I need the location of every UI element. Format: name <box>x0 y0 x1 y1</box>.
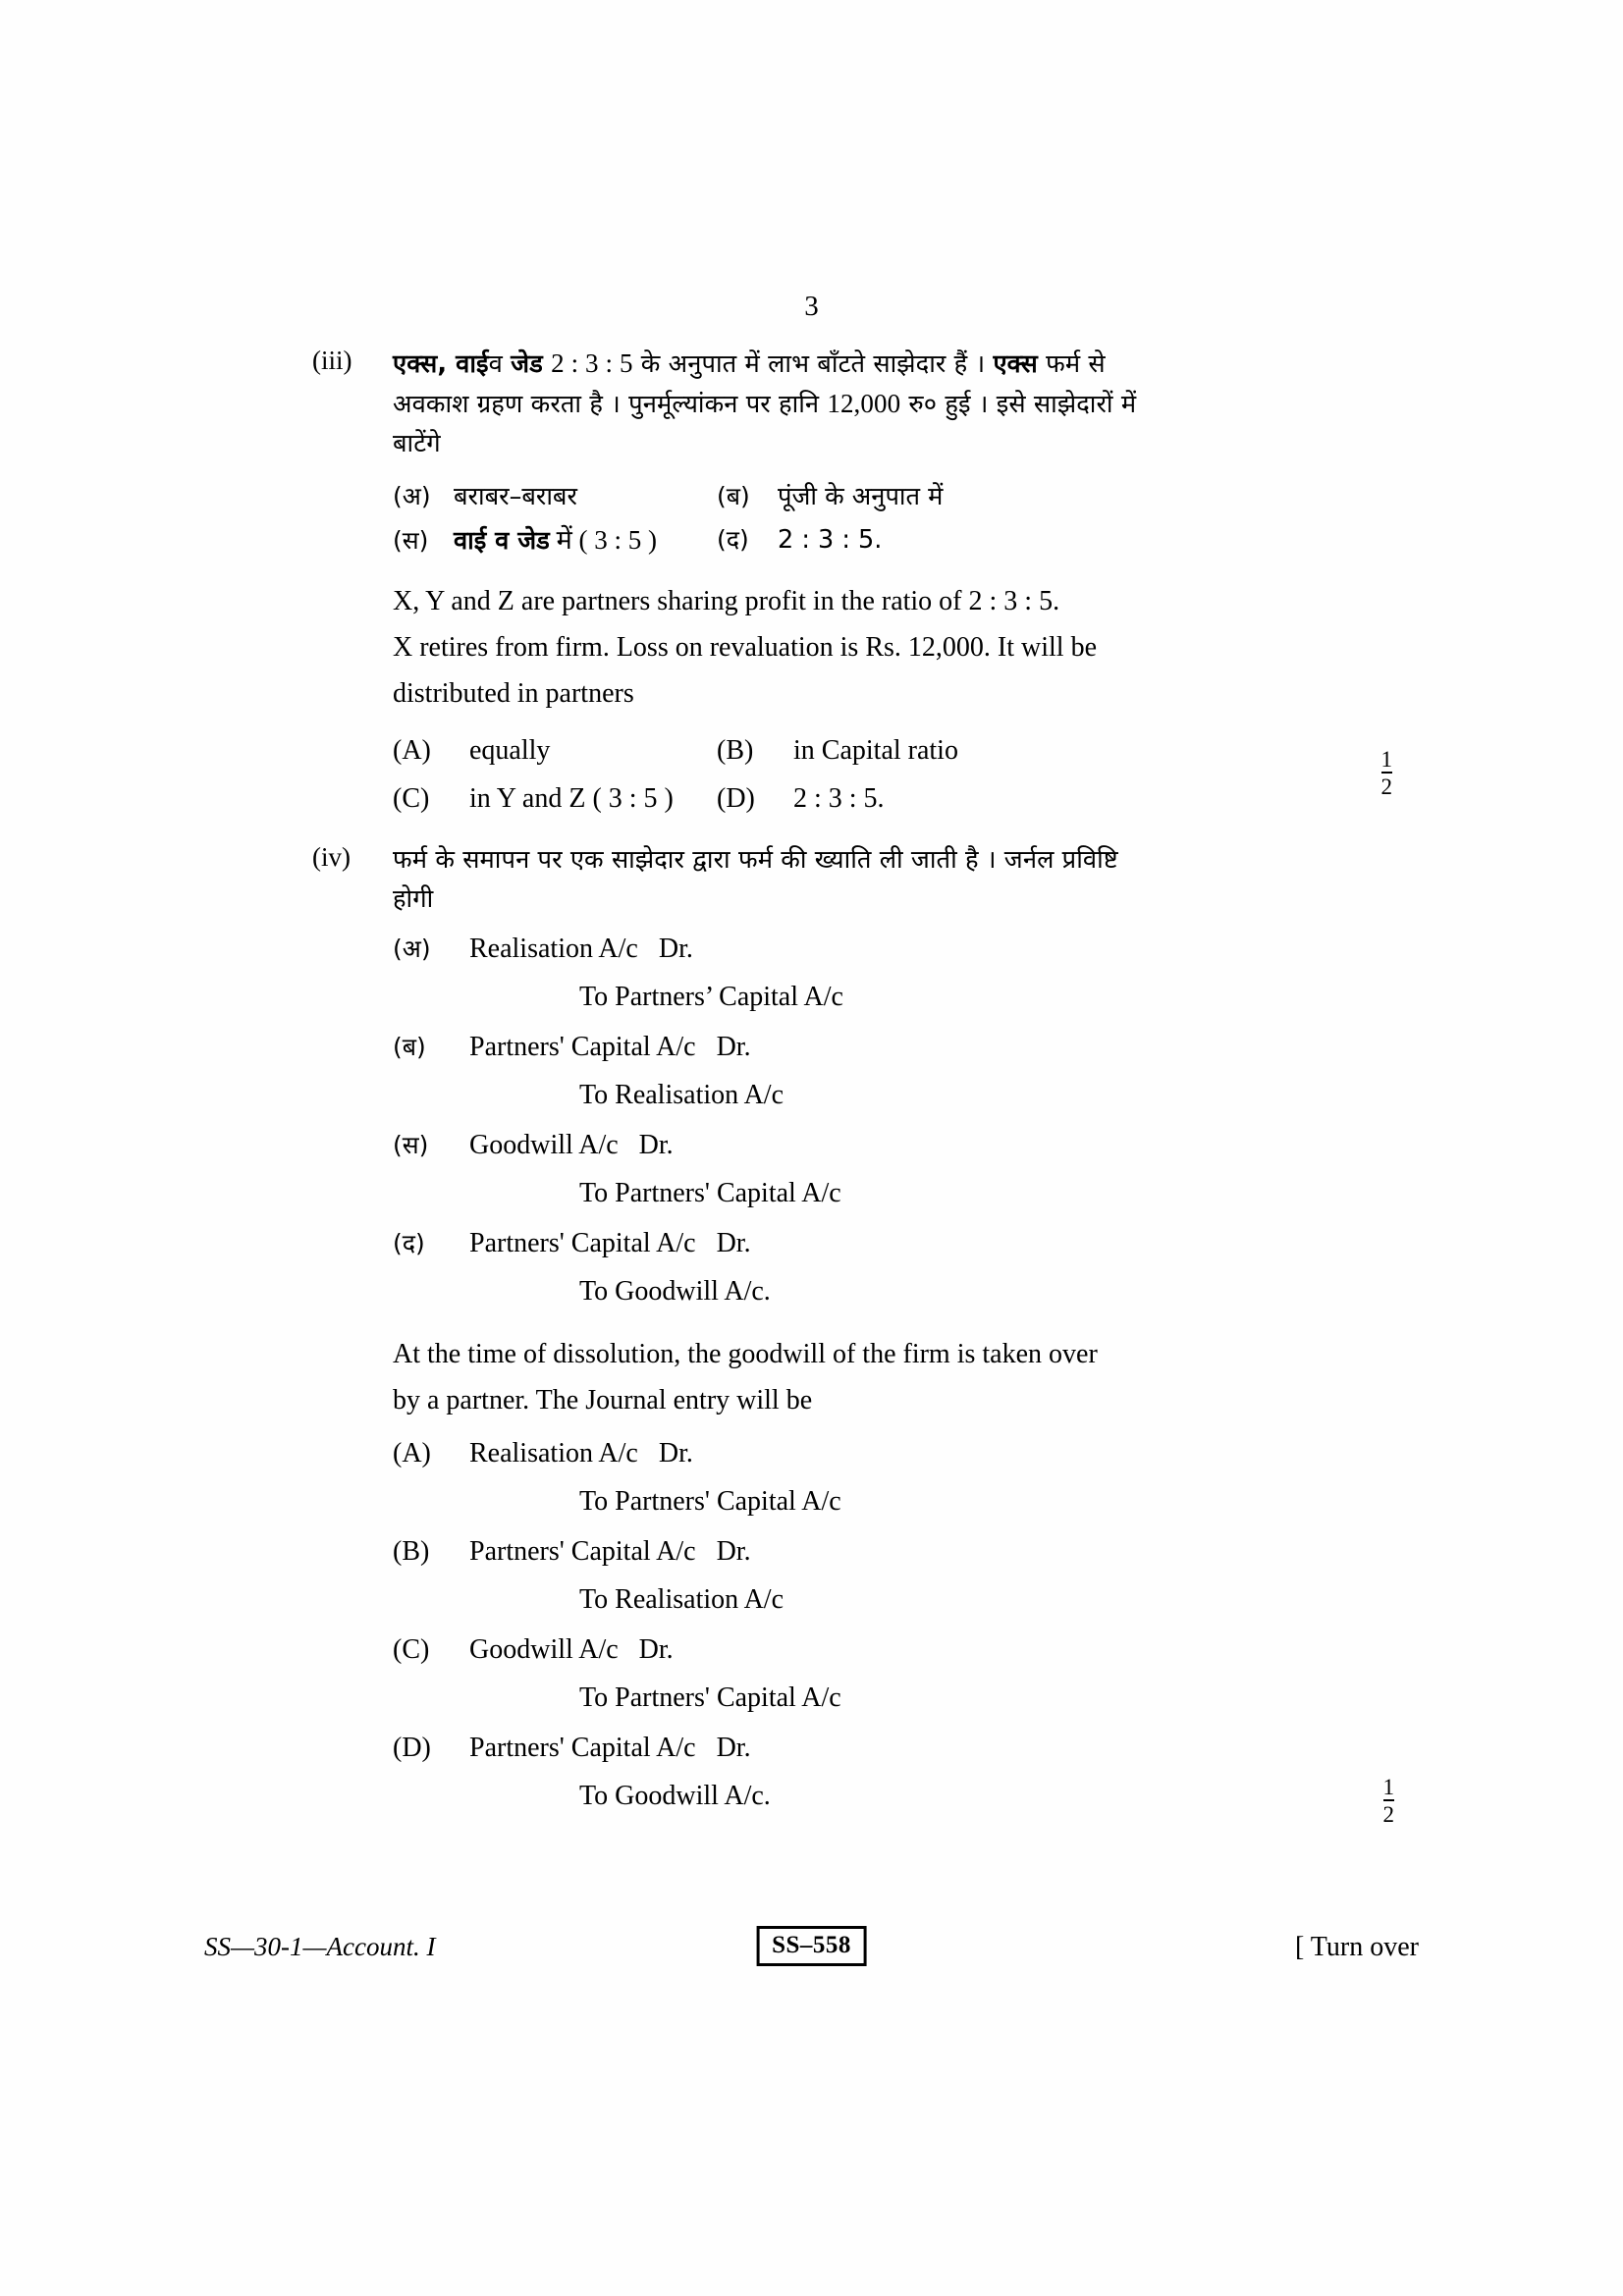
hindi-journal-option-a-credit: To Partners’ Capital A/c <box>579 982 843 1012</box>
english-journal-option-d-debit: Partners' Capital A/c <box>469 1733 696 1763</box>
english-journal-option-a-debit: Realisation A/c <box>469 1438 638 1468</box>
english-journal-option-d-credit: To Goodwill A/c. <box>579 1781 771 1811</box>
english-journal-option-b-credit: To Realisation A/c <box>579 1584 784 1615</box>
hindi-option-d[interactable] <box>717 518 1392 562</box>
hindi-journal-option-b-dr: Dr. <box>716 1032 751 1062</box>
question-iv-hindi-line-2: होगी <box>393 884 434 914</box>
hindi-journal-option-b-debit: Partners' Capital A/c <box>469 1032 696 1062</box>
hindi-option-row-1 <box>393 475 1392 518</box>
hindi-option-a-text: बराबर–बराबर <box>454 482 577 511</box>
hindi-journal-option-d-debit: Partners' Capital A/c <box>469 1228 696 1258</box>
question-iii-body <box>393 344 1392 823</box>
english-journal-option-a-dr: Dr. <box>658 1438 693 1468</box>
english-journal-option-c-tag: (C) <box>393 1634 430 1665</box>
page-number: 3 <box>804 291 819 322</box>
english-journal-option-a[interactable] <box>393 1429 1392 1525</box>
english-option-b[interactable] <box>717 726 1392 774</box>
english-option-c-tag: (C) <box>393 783 430 814</box>
question-iv-numeral: (iv) <box>312 842 351 872</box>
hindi-journal-option-b[interactable] <box>393 1023 1392 1119</box>
english-journal-option-a-tag: (A) <box>393 1438 431 1468</box>
hindi-stem-va: व <box>488 349 503 379</box>
question-iv-marks-numerator: 1 <box>1382 1775 1394 1799</box>
hindi-option-c-tag: (स) <box>393 526 429 555</box>
english-journal-option-d-dr: Dr. <box>716 1733 751 1763</box>
hindi-option-b-text: पूंजी के अनुपात में <box>778 482 944 511</box>
hindi-stem-line2-a: अवकाश ग्रहण करता है । पुनर्मूल्यांकन पर हानि <box>393 390 828 419</box>
question-content <box>312 344 1394 1827</box>
hindi-journal-option-a[interactable] <box>393 925 1392 1021</box>
hindi-stem-line-1 <box>393 344 1392 384</box>
question-iv-hindi-options <box>393 925 1392 1315</box>
hindi-stem-bold-xy: एक्स, वाई <box>393 349 489 379</box>
question-iii-hindi-stem <box>393 344 1392 463</box>
question-iii-hindi-options <box>393 475 1392 562</box>
hindi-journal-option-d-tag: (द) <box>393 1229 425 1257</box>
question-iv-hindi-stem <box>393 840 1392 919</box>
hindi-option-d-tag: (द) <box>717 525 749 554</box>
hindi-stem-line2-c: रु० हुई । इसे साझेदारों में <box>900 390 1137 419</box>
question-iv-body <box>393 840 1394 1827</box>
question-iv-english-line-1: At the time of dissolution, the goodwill of the firm is taken over <box>393 1339 1098 1369</box>
hindi-journal-option-d-dr: Dr. <box>716 1228 751 1258</box>
question-iv-english-options <box>393 1429 1394 1827</box>
english-option-b-text: in Capital ratio <box>793 735 958 766</box>
question-iv-marks <box>1383 1775 1395 1827</box>
english-journal-option-a-credit: To Partners' Capital A/c <box>579 1486 841 1517</box>
question-iii-marks <box>1381 747 1393 799</box>
english-journal-option-b-tag: (B) <box>393 1536 430 1567</box>
hindi-stem-tail-1: के अनुपात में लाभ बाँटते साझेदार हैं । <box>640 349 994 379</box>
footer-turn-over: [ Turn over <box>1294 1932 1419 1962</box>
hindi-journal-option-c[interactable] <box>393 1121 1392 1217</box>
hindi-option-c-rest: में ( 3 : 5 ) <box>549 525 657 555</box>
page-footer <box>204 1926 1419 1981</box>
hindi-option-a-tag: (अ) <box>393 482 431 510</box>
english-journal-option-b-debit: Partners' Capital A/c <box>469 1536 696 1567</box>
hindi-stem-tail-2: फर्म से <box>1037 349 1106 379</box>
hindi-journal-option-a-debit: Realisation A/c <box>469 934 638 964</box>
question-iv-marks-denominator: 2 <box>1383 1799 1395 1827</box>
hindi-journal-option-b-tag: (ब) <box>393 1033 426 1061</box>
hindi-option-d-text: 2 : 3 : 5. <box>778 525 883 555</box>
footer-paper-code: SS—30-1—Account. I <box>204 1932 436 1961</box>
english-option-row-1 <box>393 726 1392 774</box>
hindi-option-b-tag: (ब) <box>717 482 750 510</box>
hindi-option-c[interactable] <box>393 518 717 562</box>
hindi-stem-amount: 12,000 <box>827 389 901 418</box>
english-option-d-text: 2 : 3 : 5. <box>793 783 885 814</box>
hindi-journal-option-d-credit: To Goodwill A/c. <box>579 1276 771 1307</box>
hindi-journal-option-c-debit: Goodwill A/c <box>469 1130 619 1160</box>
hindi-journal-option-c-credit: To Partners' Capital A/c <box>579 1178 841 1208</box>
question-iv-hindi-line-1: फर्म के समापन पर एक साझेदार द्वारा फर्म की ख्याति ली जाती है । जर्नल प्रविष्टि <box>393 845 1118 875</box>
english-option-a-tag: (A) <box>393 735 431 766</box>
english-stem-line-3: distributed in partners <box>393 678 634 709</box>
english-journal-option-b-dr: Dr. <box>716 1536 751 1567</box>
question-iv-english-line-2: by a partner. The Journal entry will be <box>393 1385 813 1415</box>
hindi-journal-option-a-tag: (अ) <box>393 934 431 963</box>
question-iii-english-options <box>393 726 1392 823</box>
hindi-stem-bold-x: एक्स <box>993 349 1038 379</box>
english-journal-option-c-debit: Goodwill A/c <box>469 1634 619 1665</box>
english-journal-option-c-dr: Dr. <box>638 1634 674 1665</box>
hindi-option-a[interactable] <box>393 475 717 518</box>
english-option-c[interactable] <box>393 774 717 823</box>
question-iii-marks-denominator: 2 <box>1381 772 1393 799</box>
hindi-journal-option-d[interactable] <box>393 1219 1392 1315</box>
footer-series-code-box: SS–558 <box>756 1926 867 1966</box>
hindi-stem-line-2 <box>393 384 1392 424</box>
english-journal-option-d[interactable] <box>393 1724 1394 1827</box>
question-iv-english-stem <box>393 1331 1392 1423</box>
hindi-option-b[interactable] <box>717 475 1392 518</box>
question-iii-marks-numerator: 1 <box>1380 747 1392 772</box>
hindi-journal-option-b-credit: To Realisation A/c <box>579 1080 784 1110</box>
question-iii-numeral: (iii) <box>312 346 352 375</box>
question-iii-english-stem <box>393 578 1392 717</box>
hindi-stem-bold-z: जेड <box>511 349 543 379</box>
english-option-a[interactable] <box>393 726 717 774</box>
hindi-stem-ratio: 2 : 3 : 5 <box>551 348 633 378</box>
hindi-option-row-2 <box>393 518 1392 562</box>
english-option-c-text: in Y and Z ( 3 : 5 ) <box>469 783 674 814</box>
english-option-d-tag: (D) <box>717 783 755 814</box>
hindi-journal-option-c-dr: Dr. <box>638 1130 674 1160</box>
english-stem-line-2: X retires from firm. Loss on revaluation is Rs. 12,000. It will be <box>393 632 1097 663</box>
english-option-b-tag: (B) <box>717 735 754 766</box>
english-journal-option-c[interactable] <box>393 1626 1392 1722</box>
hindi-journal-option-a-dr: Dr. <box>658 934 693 964</box>
english-option-a-text: equally <box>469 735 551 766</box>
question-iv <box>312 840 1394 1827</box>
english-journal-option-c-credit: To Partners' Capital A/c <box>579 1682 841 1713</box>
english-stem-line-1: X, Y and Z are partners sharing profit in the ratio of 2 : 3 : 5. <box>393 586 1060 616</box>
english-option-d[interactable] <box>717 774 1392 823</box>
hindi-journal-option-c-tag: (स) <box>393 1131 429 1159</box>
question-iii <box>312 344 1392 823</box>
english-journal-option-d-tag: (D) <box>393 1733 431 1763</box>
hindi-stem-line-3: बाटेंगे <box>393 429 441 458</box>
english-journal-option-b[interactable] <box>393 1527 1392 1624</box>
hindi-option-c-bold: वाई व जेड <box>454 526 550 556</box>
